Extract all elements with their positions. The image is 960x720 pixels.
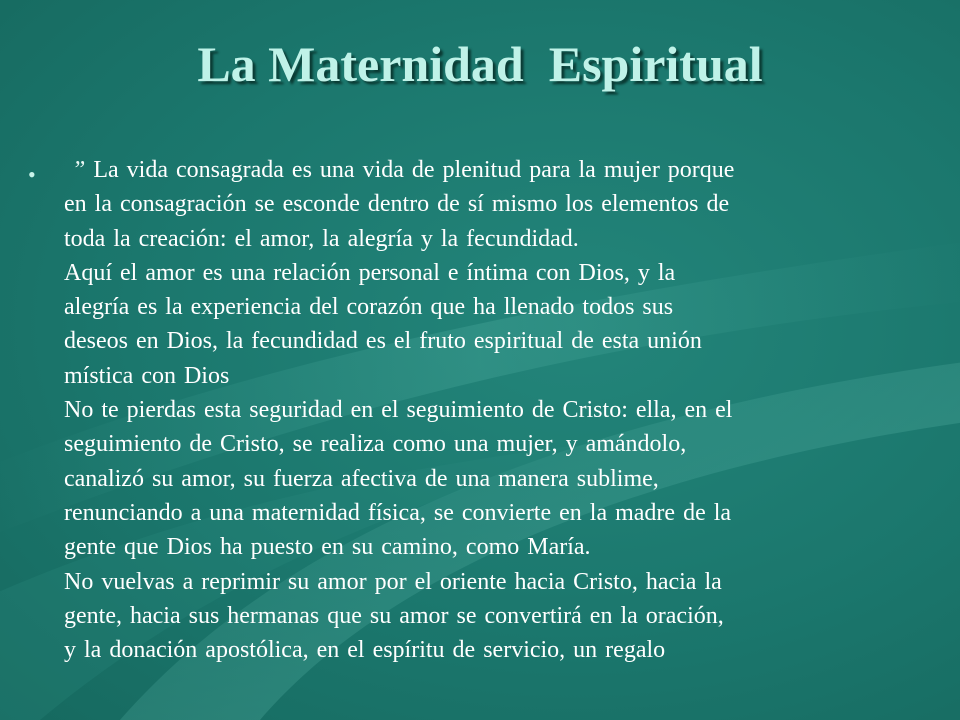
text-line-9: seguimiento de Cristo, se realiza como una mujer, y amándolo,: [64, 431, 687, 458]
text-line-5: alegría es la experiencia del corazón que ha llenado todos sus: [64, 294, 674, 321]
text-line-15: y la donación apostólica, en el espíritu de servicio, un regalo: [64, 637, 666, 664]
text-line-3: toda la creación: el amor, la alegría y la fecundidad.: [64, 225, 579, 252]
text-line-14: gente, hacia sus hermanas que su amor se convertirá en la oración,: [64, 602, 724, 629]
bullet-icon: •: [28, 162, 36, 187]
text-line-1: [64, 153, 944, 187]
text-line-12: gente que Dios ha puesto en su camino, como María.: [64, 534, 591, 561]
text-line-4: Aquí el amor es una relación personal e íntima con Dios, y la: [64, 259, 676, 286]
text-line-13: No vuelvas a reprimir su amor por el oriente hacia Cristo, hacia la: [64, 568, 722, 595]
text-line-2: en la consagración se esconde dentro de sí mismo los elementos de: [64, 191, 730, 218]
text-line-7: mística con Dios: [64, 362, 230, 389]
body-paragraph: [64, 153, 944, 667]
text-line-10: canalizó su amor, su fuerza afectiva de una manera sublime,: [64, 465, 659, 492]
quote-mark: ”: [72, 157, 86, 183]
line-content: La vida consagrada es una vida de plenitud para la mujer porque: [85, 157, 735, 183]
page-title: La Maternidad Espiritual: [197, 36, 763, 92]
text-line-11: renunciando a una maternidad física, se convierte en la madre de la: [64, 499, 732, 526]
text-line-6: deseos en Dios, la fecundidad es el fruto espiritual de esta unión: [64, 328, 702, 355]
text-line-8: No te pierdas esta seguridad en el seguimiento de Cristo: ella, en el: [64, 397, 733, 424]
